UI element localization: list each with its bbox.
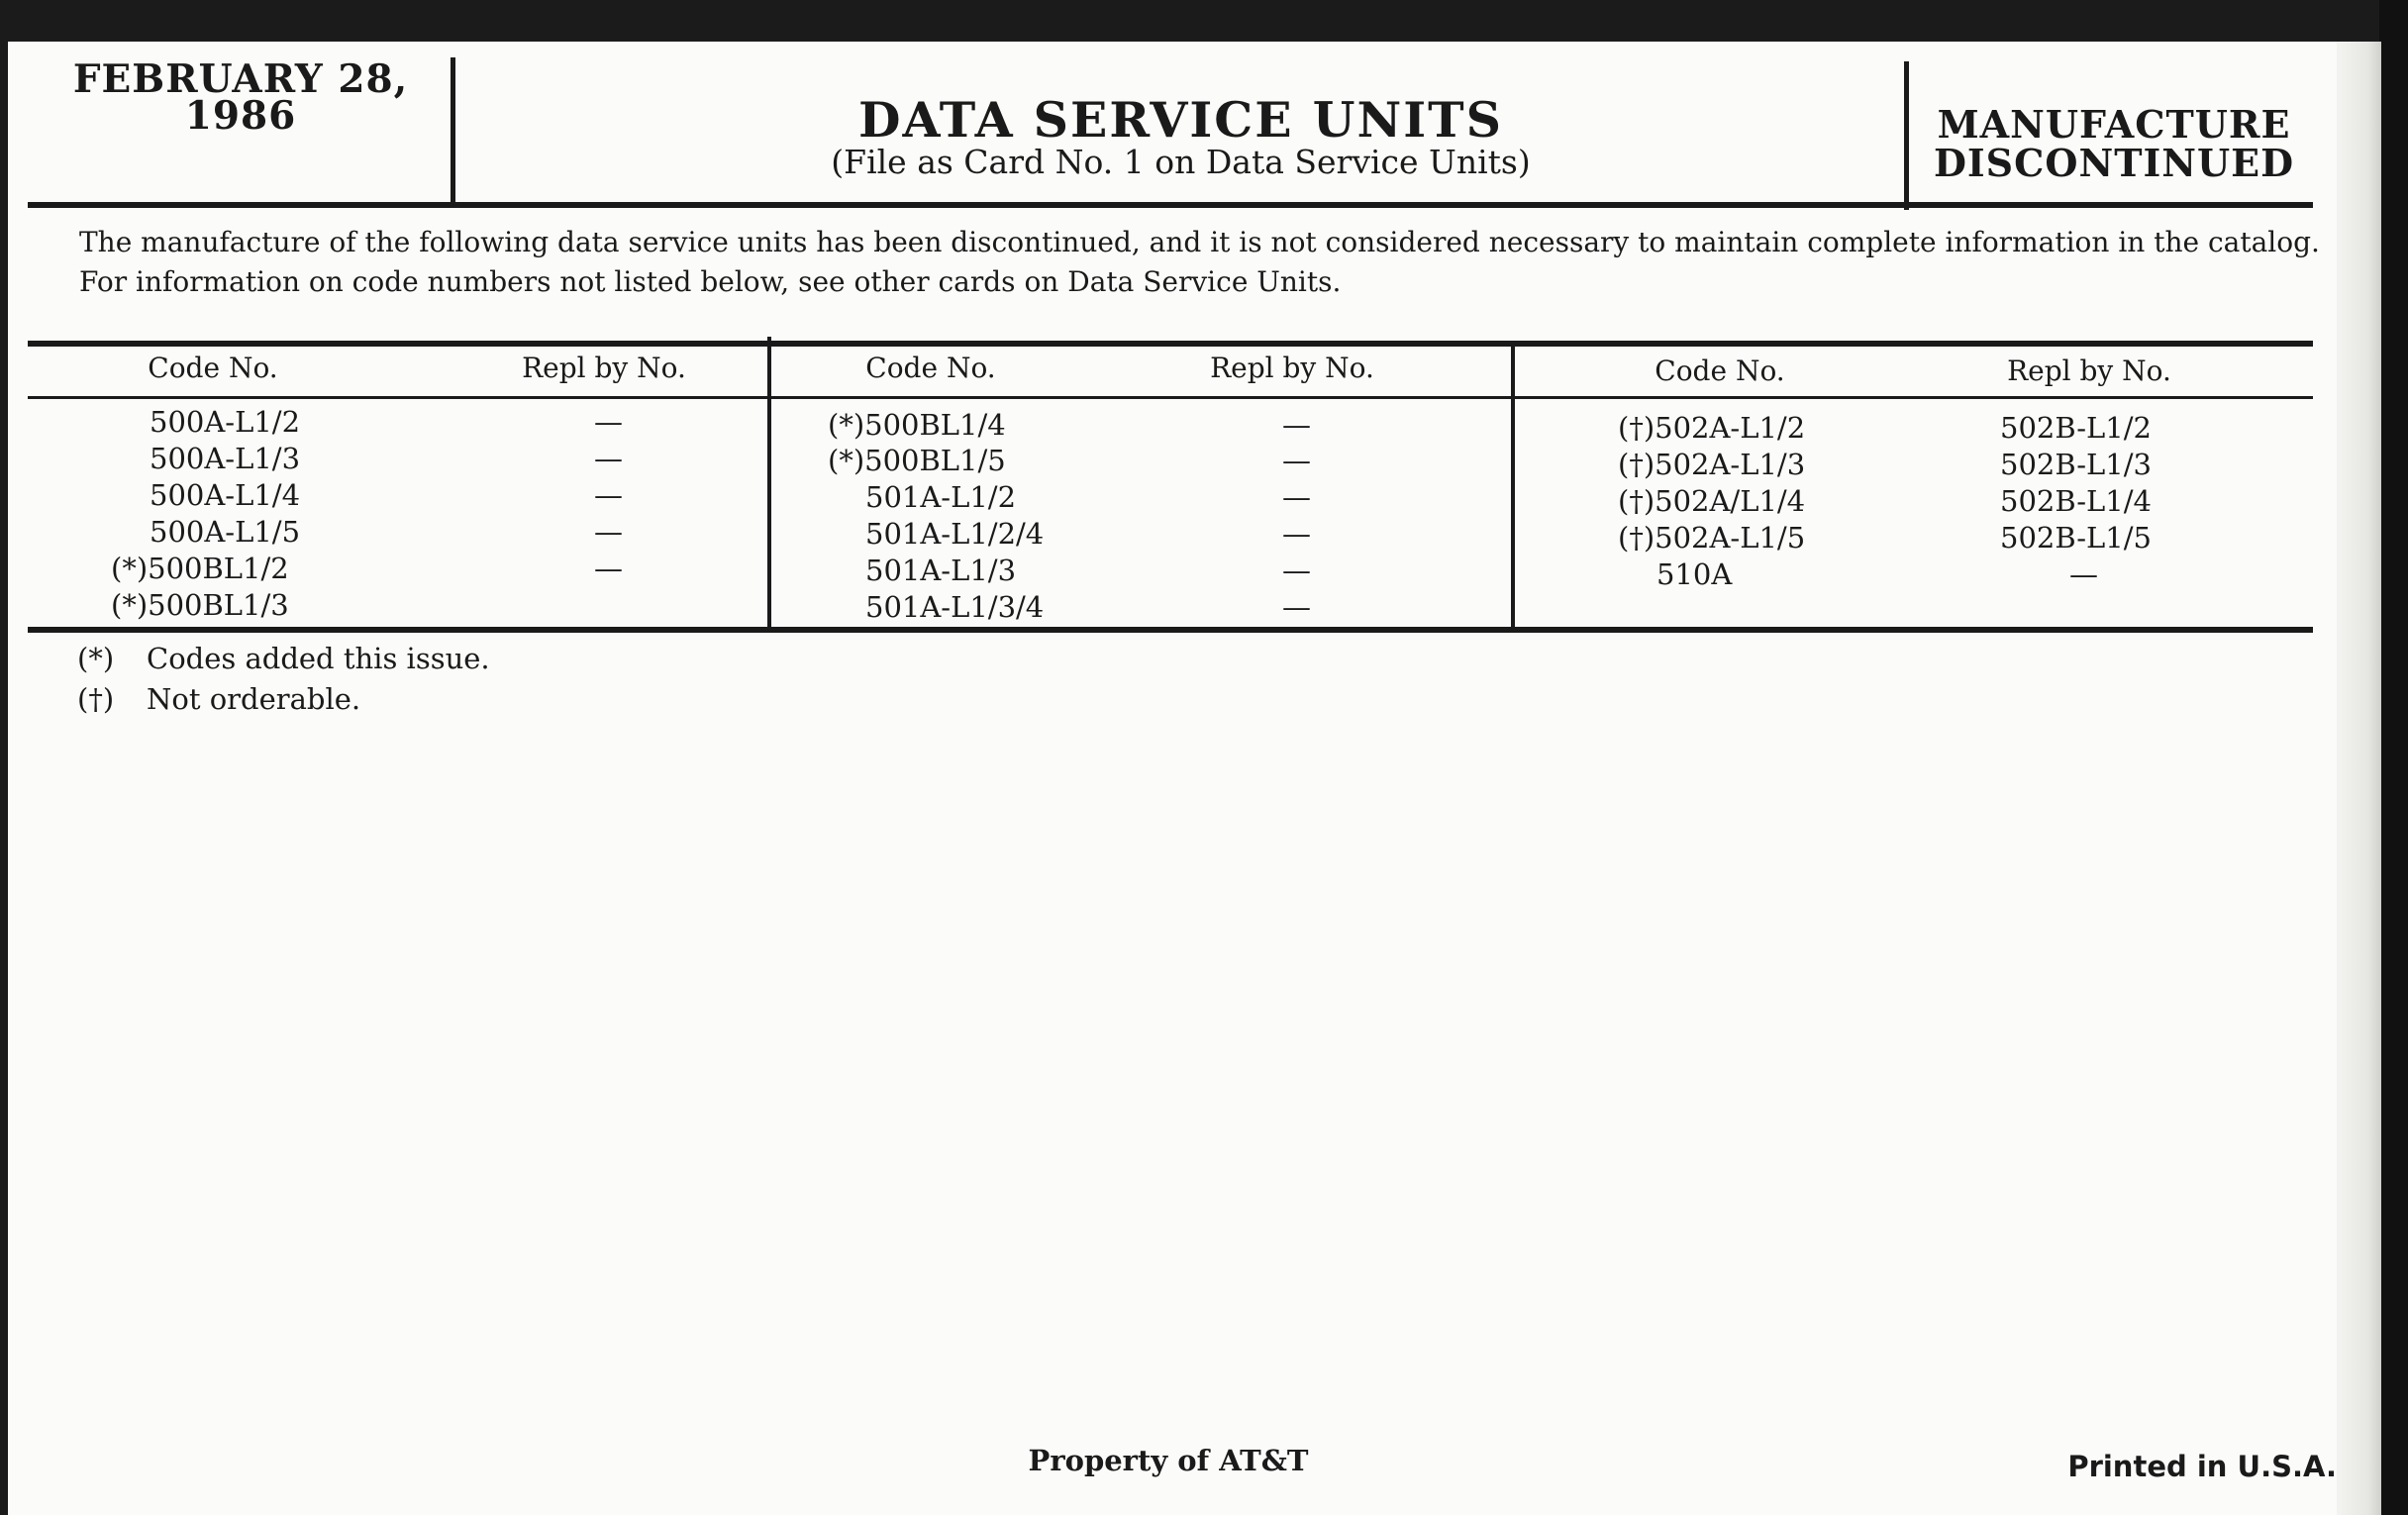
status-line2: DISCONTINUED <box>1933 141 2295 185</box>
code-cell: 500A-L1/5 <box>150 515 301 549</box>
column-header-repl: Repl by No. <box>522 352 686 384</box>
repl-cell: — <box>2069 557 2098 591</box>
column-header-code: Code No. <box>1655 354 1785 387</box>
footnote-symbol: (*) <box>77 642 115 675</box>
table-divider-2 <box>1511 341 1515 630</box>
code-cell: 510A <box>1656 557 1733 591</box>
repl-cell: — <box>1282 444 1311 477</box>
code-cell: 501A-L1/2/4 <box>865 517 1045 551</box>
table-divider-1 <box>767 337 771 630</box>
code-cell: (*)500BL1/2 <box>111 552 289 585</box>
intro-text <box>79 223 2320 302</box>
code-cell: 500A-L1/4 <box>150 478 301 512</box>
column-header-code: Code No. <box>148 352 278 384</box>
footnote-symbol: (†) <box>77 682 115 716</box>
footnote <box>77 679 360 719</box>
table-header-rule <box>28 396 2313 399</box>
property-notice: Property of AT&T <box>1028 1444 1309 1477</box>
column-header-code: Code No. <box>865 352 996 384</box>
table-bottom-rule <box>28 627 2313 633</box>
card-heading <box>455 91 1906 181</box>
repl-cell: 502B-L1/2 <box>2000 411 2152 445</box>
repl-cell: — <box>1282 590 1311 624</box>
repl-cell: 502B-L1/4 <box>2000 484 2152 518</box>
code-cell: (†)502A/L1/4 <box>1618 484 1806 518</box>
repl-cell: — <box>1282 480 1311 514</box>
status-label <box>1916 102 2312 185</box>
issue-date-line2: 1986 <box>184 93 297 139</box>
page-subtitle: (File as Card No. 1 on Data Service Units) <box>831 143 1531 181</box>
repl-cell: — <box>594 478 623 512</box>
code-cell: 500A-L1/3 <box>150 442 301 475</box>
intro-line1: The manufacture of the following data service units has been discontinued, and it is not considered necessary to maintain complete information in the catalog. <box>79 226 2320 258</box>
column-header-repl: Repl by No. <box>1210 352 1374 384</box>
code-cell: (*)500BL1/5 <box>828 444 1006 477</box>
code-cell: 500A-L1/2 <box>150 405 301 439</box>
status-line1: MANUFACTURE <box>1937 102 2291 147</box>
column-header-repl: Repl by No. <box>2007 354 2171 387</box>
repl-cell: — <box>594 442 623 475</box>
code-cell: (†)502A-L1/5 <box>1618 521 1806 555</box>
repl-cell: 502B-L1/5 <box>2000 521 2152 555</box>
intro-line2: For information on code numbers not listed below, see other cards on Data Service Units. <box>79 265 1342 298</box>
issue-date-line1: FEBRUARY 28, <box>72 56 409 102</box>
code-cell: (†)502A-L1/2 <box>1618 411 1806 445</box>
repl-cell: — <box>594 405 623 439</box>
card-edge <box>2337 42 2381 1515</box>
code-cell: (*)500BL1/3 <box>111 588 289 622</box>
table-top-rule <box>28 341 2313 347</box>
repl-cell: — <box>1282 408 1311 442</box>
footnote-text: Codes added this issue. <box>147 642 490 675</box>
footnote-text: Not orderable. <box>147 682 361 716</box>
repl-cell: — <box>594 515 623 549</box>
repl-cell: — <box>594 552 623 585</box>
repl-cell: — <box>1282 554 1311 587</box>
scan-border <box>2379 0 2408 1515</box>
repl-cell: — <box>1282 517 1311 551</box>
code-cell: 501A-L1/3/4 <box>865 590 1045 624</box>
print-notice: Printed in U.S.A. <box>2067 1450 2337 1483</box>
issue-date <box>28 56 453 139</box>
repl-cell: 502B-L1/3 <box>2000 448 2152 481</box>
code-cell: 501A-L1/2 <box>865 480 1017 514</box>
code-cell: (†)502A-L1/3 <box>1618 448 1806 481</box>
footnote <box>77 639 490 678</box>
page-title: DATA SERVICE UNITS <box>857 91 1504 149</box>
code-cell: (*)500BL1/4 <box>828 408 1006 442</box>
header-divider-right <box>1904 61 1909 210</box>
header-rule <box>28 202 2313 208</box>
code-cell: 501A-L1/3 <box>865 554 1017 587</box>
